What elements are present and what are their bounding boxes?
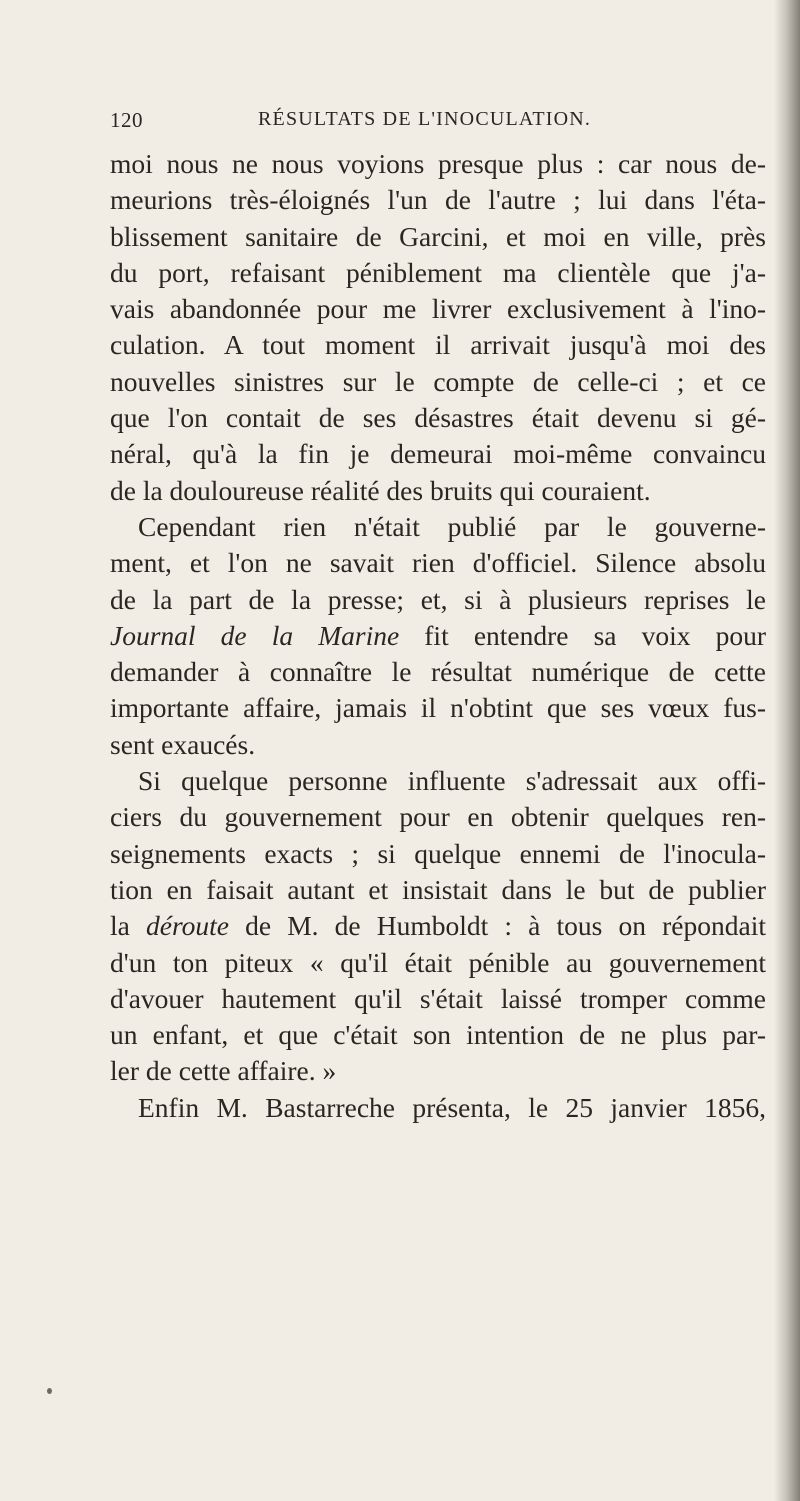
text-line: de la douloureuse réalité des bruits qui couraient. — [110, 474, 651, 506]
text-line: ciers du gouvernement pour en obtenir quelques ren- — [110, 801, 766, 833]
text-line: de la part de la presse; et, si à plusieurs reprises le — [110, 583, 766, 615]
text-line: d'avouer hautement qu'il s'était laissé tromper comme — [110, 982, 766, 1014]
page-number: 120 — [110, 108, 143, 132]
text-line: la déroute de M. de Humboldt : à tous on répondait — [110, 910, 766, 942]
running-title: RÉSULTATS DE L'INOCULATION. — [258, 108, 592, 130]
text-line: seignements exacts ; si quelque ennemi de l'inocula- — [110, 837, 766, 869]
text-line: blissement sanitaire de Garcini, et moi en ville, près — [110, 220, 766, 252]
ink-speck — [47, 1388, 52, 1394]
text-line: sent exaucés. — [110, 728, 256, 760]
paragraph-start-line: Cependant rien n'était publié par le gouverne- — [138, 510, 766, 542]
text-line: ment, et l'on ne savait rien d'officiel. Silence absolu — [110, 547, 766, 579]
text-line: nouvelles sinistres sur le compte de celle-ci ; et ce — [110, 365, 766, 397]
text-line: moi nous ne nous voyions presque plus : car nous de- — [110, 148, 766, 179]
paragraph-start-line: Si quelque personne influente s'adressait aux offi- — [138, 765, 766, 797]
text-line: vais abandonnée pour me livrer exclusivement à l'ino- — [110, 293, 766, 325]
text-line: du port, refaisant péniblement ma clientèle que j'a- — [110, 256, 766, 288]
text-line: un enfant, et que c'était son intention de ne plus par- — [110, 1019, 766, 1051]
text-line: ler de cette affaire. » — [110, 1055, 337, 1087]
running-header — [110, 108, 766, 136]
italic-word: déroute — [145, 910, 229, 942]
text-line: importante affaire, jamais il n'obtint que ses vœux fus- — [110, 692, 766, 724]
text-line: que l'on contait de ses désastres était devenu si gé- — [110, 402, 766, 434]
italic-title: Journal de la Marine — [110, 619, 400, 651]
text-line: culation. A tout moment il arrivait jusqu'à moi des — [110, 329, 766, 361]
paragraph-start-line: Enfin M. Bastarreche présenta, le 25 janvier 1856, — [138, 1091, 766, 1123]
text-line: demander à connaître le résultat numérique de cette — [110, 656, 766, 688]
text-line: Journal de la Marine fit entendre sa voix pour — [110, 619, 766, 651]
body-text — [110, 146, 766, 1126]
page-edge-shadow — [774, 0, 800, 1501]
text-line: néral, qu'à la fin je demeurai moi-même convaincu — [110, 438, 766, 470]
text-line: tion en faisait autant et insistait dans le but de publier — [110, 873, 766, 905]
text-line: d'un ton piteux « qu'il était pénible au gouvernement — [110, 946, 766, 978]
text-line: meurions très-éloignés l'un de l'autre ; lui dans l'éta- — [110, 184, 766, 216]
